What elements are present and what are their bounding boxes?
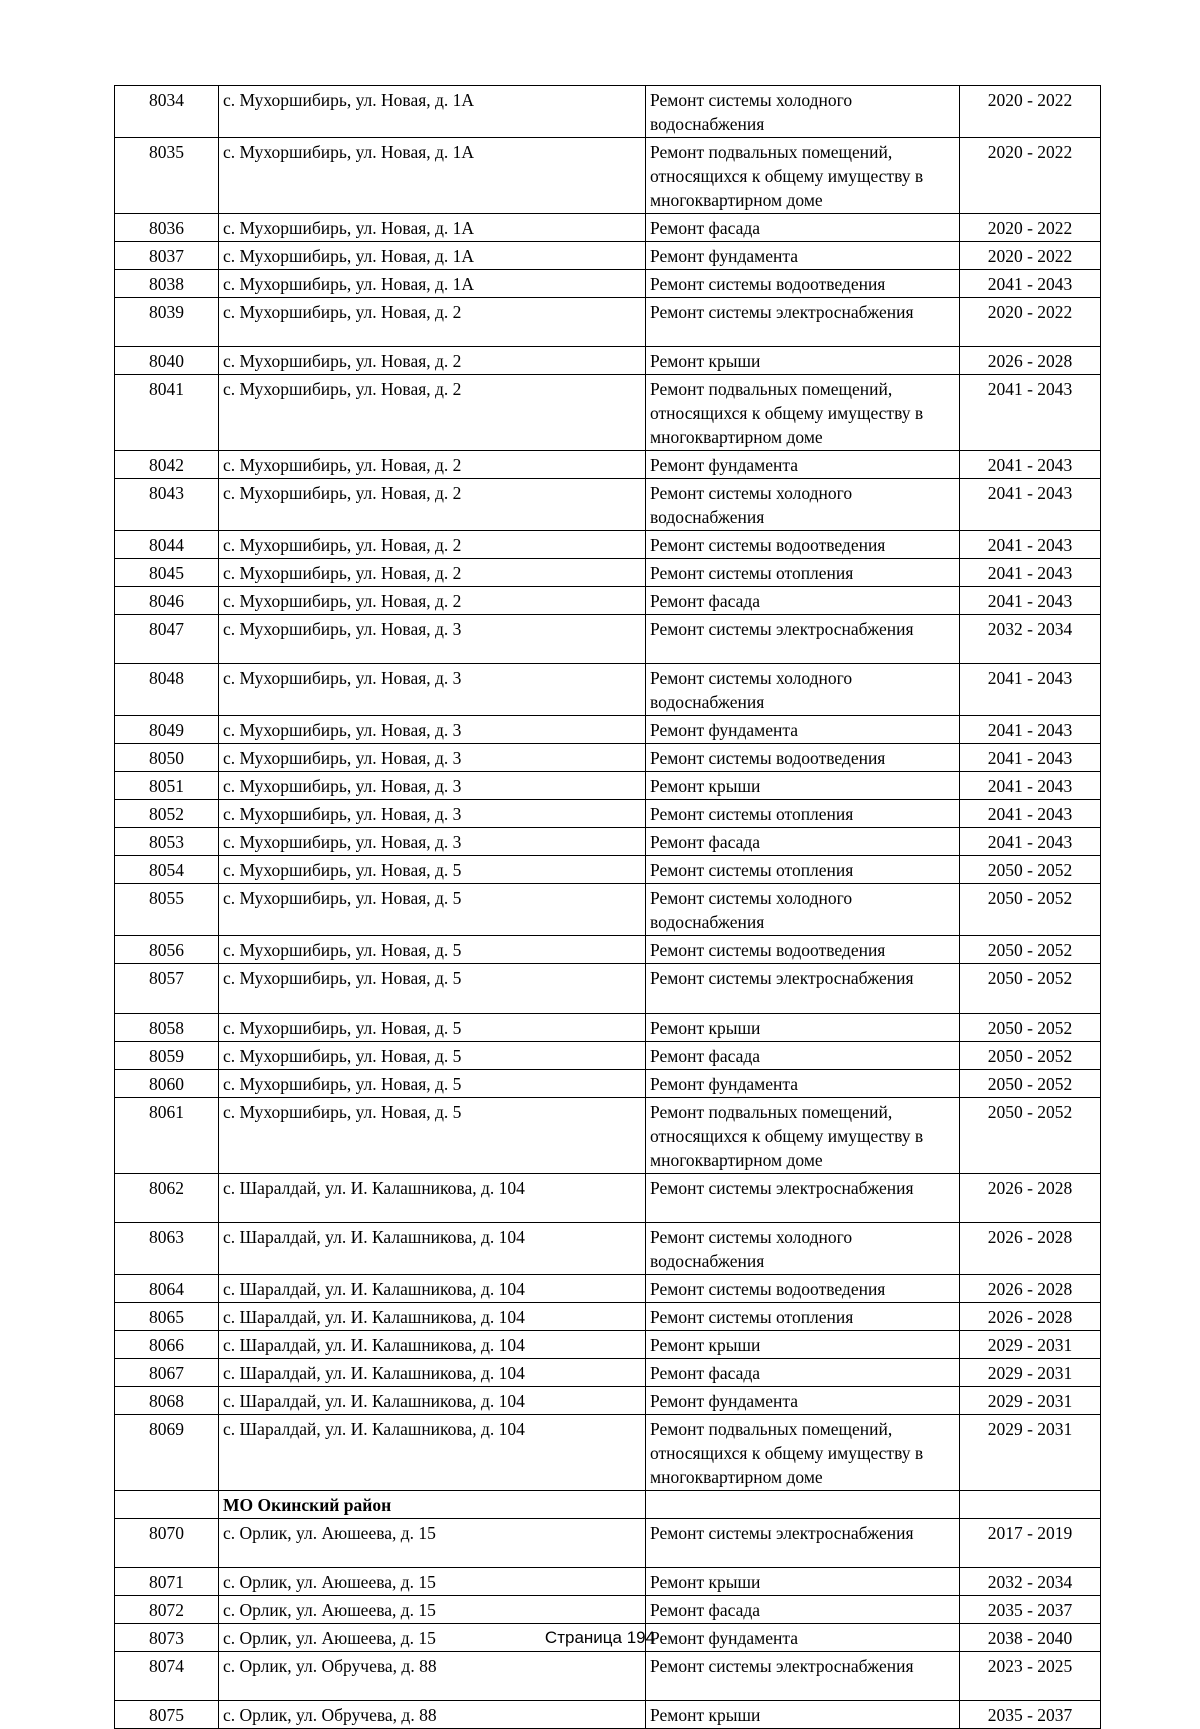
cell-work-type: Ремонт системы водоотведения (646, 744, 960, 772)
cell-address: с. Шаралдай, ул. И. Калашникова, д. 104 (219, 1173, 646, 1222)
cell-address: с. Орлик, ул. Аюшеева, д. 15 (219, 1518, 646, 1567)
cell-period: 2035 - 2037 (960, 1701, 1101, 1729)
table-row (115, 1386, 1101, 1414)
table-row (115, 964, 1101, 1013)
cell-address: с. Мухоршибирь, ул. Новая, д. 1А (219, 214, 646, 242)
cell-period: 2029 - 2031 (960, 1414, 1101, 1490)
cell-work-type: Ремонт подвальных помещений, относящихся к общему имуществу в многоквартирном доме (646, 375, 960, 451)
table-row (115, 936, 1101, 964)
cell-work-type: Ремонт крыши (646, 1567, 960, 1595)
cell-period: 2032 - 2034 (960, 615, 1101, 664)
cell-address: с. Мухоршибирь, ул. Новая, д. 3 (219, 800, 646, 828)
cell-period: 2023 - 2025 (960, 1651, 1101, 1700)
table-row (115, 531, 1101, 559)
cell-period: 2020 - 2022 (960, 86, 1101, 138)
cell-number: 8039 (115, 298, 219, 347)
cell-number: 8035 (115, 138, 219, 214)
cell-period: 2035 - 2037 (960, 1595, 1101, 1623)
table-row (115, 1414, 1101, 1490)
cell-number: 8075 (115, 1701, 219, 1729)
cell-number: 8049 (115, 716, 219, 744)
cell-work-type: Ремонт фасада (646, 214, 960, 242)
cell-work-type: Ремонт системы холодного водоснабжения (646, 664, 960, 716)
cell-work-type: Ремонт системы отопления (646, 1302, 960, 1330)
cell-number: 8063 (115, 1222, 219, 1274)
table-row (115, 800, 1101, 828)
cell-address: с. Мухоршибирь, ул. Новая, д. 3 (219, 828, 646, 856)
cell-work-type: Ремонт фундамента (646, 451, 960, 479)
cell-number: 8056 (115, 936, 219, 964)
cell-work-type: Ремонт фасада (646, 1358, 960, 1386)
table-row (115, 1173, 1101, 1222)
table-row (115, 214, 1101, 242)
cell-work-type: Ремонт системы электроснабжения (646, 298, 960, 347)
cell-address: с. Шаралдай, ул. И. Калашникова, д. 104 (219, 1302, 646, 1330)
table-row (115, 1358, 1101, 1386)
table-row (115, 1567, 1101, 1595)
cell-address: с. Мухоршибирь, ул. Новая, д. 1А (219, 242, 646, 270)
cell-number: 8067 (115, 1358, 219, 1386)
table-row (115, 1097, 1101, 1173)
cell-address: с. Мухоршибирь, ул. Новая, д. 5 (219, 936, 646, 964)
cell-address: с. Шаралдай, ул. И. Калашникова, д. 104 (219, 1386, 646, 1414)
cell-number: 8074 (115, 1651, 219, 1700)
cell-address: с. Орлик, ул. Обручева, д. 88 (219, 1701, 646, 1729)
cell-address: с. Мухоршибирь, ул. Новая, д. 5 (219, 884, 646, 936)
cell-period: 2041 - 2043 (960, 828, 1101, 856)
cell-address: с. Шаралдай, ул. И. Калашникова, д. 104 (219, 1358, 646, 1386)
table-row (115, 772, 1101, 800)
cell-work-type: Ремонт системы отопления (646, 559, 960, 587)
table-row (115, 1330, 1101, 1358)
cell-number: 8045 (115, 559, 219, 587)
cell-period: 2050 - 2052 (960, 884, 1101, 936)
cell-period: 2038 - 2040 (960, 1623, 1101, 1651)
cell-address: с. Мухоршибирь, ул. Новая, д. 5 (219, 964, 646, 1013)
cell-period: 2029 - 2031 (960, 1330, 1101, 1358)
cell-address: с. Мухоршибирь, ул. Новая, д. 2 (219, 479, 646, 531)
table-row (115, 298, 1101, 347)
table-row (115, 856, 1101, 884)
cell-period: 2041 - 2043 (960, 479, 1101, 531)
cell-number: 8066 (115, 1330, 219, 1358)
cell-address: с. Мухоршибирь, ул. Новая, д. 1А (219, 270, 646, 298)
cell-work-type: Ремонт системы электроснабжения (646, 1651, 960, 1700)
cell-work-type: Ремонт фундамента (646, 1623, 960, 1651)
table-row (115, 1013, 1101, 1041)
cell-number (115, 1490, 219, 1518)
cell-number: 8053 (115, 828, 219, 856)
cell-period: 2041 - 2043 (960, 375, 1101, 451)
cell-number: 8036 (115, 214, 219, 242)
cell-period: 2026 - 2028 (960, 1173, 1101, 1222)
cell-period: 2026 - 2028 (960, 1302, 1101, 1330)
cell-address: с. Мухоршибирь, ул. Новая, д. 1А (219, 138, 646, 214)
cell-work-type: Ремонт фундамента (646, 1069, 960, 1097)
cell-number: 8042 (115, 451, 219, 479)
table-row (115, 884, 1101, 936)
cell-work-type: Ремонт системы водоотведения (646, 1274, 960, 1302)
table-row (115, 828, 1101, 856)
section-row (115, 1490, 1101, 1518)
cell-work-type: Ремонт подвальных помещений, относящихся к общему имуществу в многоквартирном доме (646, 1414, 960, 1490)
cell-period: 2032 - 2034 (960, 1567, 1101, 1595)
cell-address: с. Орлик, ул. Аюшеева, д. 15 (219, 1623, 646, 1651)
cell-work-type: Ремонт подвальных помещений, относящихся к общему имуществу в многоквартирном доме (646, 138, 960, 214)
cell-address: с. Мухоршибирь, ул. Новая, д. 2 (219, 587, 646, 615)
table-row (115, 347, 1101, 375)
cell-number: 8034 (115, 86, 219, 138)
cell-work-type: Ремонт крыши (646, 1701, 960, 1729)
cell-work-type: Ремонт фасада (646, 1595, 960, 1623)
table-row (115, 1701, 1101, 1729)
cell-work-type: Ремонт системы электроснабжения (646, 1173, 960, 1222)
cell-work-type: Ремонт системы электроснабжения (646, 1518, 960, 1567)
cell-period: 2050 - 2052 (960, 856, 1101, 884)
cell-work-type: Ремонт системы электроснабжения (646, 615, 960, 664)
table-row (115, 559, 1101, 587)
cell-number: 8062 (115, 1173, 219, 1222)
cell-address: с. Мухоршибирь, ул. Новая, д. 5 (219, 856, 646, 884)
cell-period: 2041 - 2043 (960, 744, 1101, 772)
cell-address: с. Мухоршибирь, ул. Новая, д. 2 (219, 298, 646, 347)
cell-work-type: Ремонт системы водоотведения (646, 531, 960, 559)
cell-address: с. Мухоршибирь, ул. Новая, д. 2 (219, 559, 646, 587)
cell-period: 2020 - 2022 (960, 242, 1101, 270)
cell-number: 8061 (115, 1097, 219, 1173)
cell-address: с. Мухоршибирь, ул. Новая, д. 3 (219, 615, 646, 664)
table-row (115, 1595, 1101, 1623)
cell-period: 2041 - 2043 (960, 800, 1101, 828)
cell-address: с. Мухоршибирь, ул. Новая, д. 2 (219, 451, 646, 479)
cell-period: 2026 - 2028 (960, 1274, 1101, 1302)
cell-work-type: Ремонт системы водоотведения (646, 270, 960, 298)
cell-address: с. Мухоршибирь, ул. Новая, д. 2 (219, 347, 646, 375)
cell-address: с. Мухоршибирь, ул. Новая, д. 3 (219, 716, 646, 744)
cell-work-type: Ремонт крыши (646, 1330, 960, 1358)
table-row (115, 664, 1101, 716)
cell-work-type: Ремонт системы холодного водоснабжения (646, 884, 960, 936)
cell-period: 2041 - 2043 (960, 587, 1101, 615)
cell-address: с. Мухоршибирь, ул. Новая, д. 5 (219, 1097, 646, 1173)
cell-number: 8054 (115, 856, 219, 884)
cell-number: 8070 (115, 1518, 219, 1567)
table-row (115, 744, 1101, 772)
table-row (115, 1069, 1101, 1097)
cell-number: 8064 (115, 1274, 219, 1302)
cell-number: 8057 (115, 964, 219, 1013)
table-row (115, 1222, 1101, 1274)
cell-period: 2050 - 2052 (960, 1097, 1101, 1173)
table-row (115, 86, 1101, 138)
cell-number: 8055 (115, 884, 219, 936)
table-row (115, 1274, 1101, 1302)
cell-address: с. Мухоршибирь, ул. Новая, д. 3 (219, 772, 646, 800)
cell-address: с. Шаралдай, ул. И. Калашникова, д. 104 (219, 1414, 646, 1490)
cell-work-type: Ремонт подвальных помещений, относящихся к общему имуществу в многоквартирном доме (646, 1097, 960, 1173)
cell-period: 2029 - 2031 (960, 1358, 1101, 1386)
cell-address: с. Мухоршибирь, ул. Новая, д. 5 (219, 1069, 646, 1097)
cell-work-type: Ремонт системы холодного водоснабжения (646, 1222, 960, 1274)
cell-number: 8041 (115, 375, 219, 451)
cell-address: с. Шаралдай, ул. И. Калашникова, д. 104 (219, 1274, 646, 1302)
cell-number: 8044 (115, 531, 219, 559)
cell-period: 2050 - 2052 (960, 1069, 1101, 1097)
cell-number: 8072 (115, 1595, 219, 1623)
cell-work-type: Ремонт системы отопления (646, 800, 960, 828)
cell-number: 8050 (115, 744, 219, 772)
cell-period: 2050 - 2052 (960, 1013, 1101, 1041)
cell-number: 8038 (115, 270, 219, 298)
cell-work-type: Ремонт фундамента (646, 1386, 960, 1414)
cell-address: с. Мухоршибирь, ул. Новая, д. 1А (219, 86, 646, 138)
cell-work-type: Ремонт фасада (646, 1041, 960, 1069)
cell-number: 8065 (115, 1302, 219, 1330)
table-row (115, 270, 1101, 298)
cell-address: с. Шаралдай, ул. И. Калашникова, д. 104 (219, 1222, 646, 1274)
cell-period: 2020 - 2022 (960, 138, 1101, 214)
cell-number: 8037 (115, 242, 219, 270)
cell-period: 2050 - 2052 (960, 1041, 1101, 1069)
cell-address: с. Мухоршибирь, ул. Новая, д. 3 (219, 744, 646, 772)
cell-period: 2041 - 2043 (960, 451, 1101, 479)
cell-number: 8060 (115, 1069, 219, 1097)
cell-period: 2020 - 2022 (960, 298, 1101, 347)
table-row (115, 138, 1101, 214)
cell-period: 2041 - 2043 (960, 664, 1101, 716)
table-row (115, 587, 1101, 615)
cell-number: 8071 (115, 1567, 219, 1595)
table-row (115, 615, 1101, 664)
cell-address: с. Шаралдай, ул. И. Калашникова, д. 104 (219, 1330, 646, 1358)
table-row (115, 1651, 1101, 1700)
cell-period: 2041 - 2043 (960, 270, 1101, 298)
cell-work-type: Ремонт фасада (646, 587, 960, 615)
cell-number: 8046 (115, 587, 219, 615)
cell-number: 8058 (115, 1013, 219, 1041)
table-row (115, 1041, 1101, 1069)
cell-number: 8073 (115, 1623, 219, 1651)
cell-period: 2041 - 2043 (960, 772, 1101, 800)
repair-schedule-table (114, 85, 1101, 1729)
cell-number: 8068 (115, 1386, 219, 1414)
cell-work-type: Ремонт фундамента (646, 716, 960, 744)
cell-period: 2050 - 2052 (960, 964, 1101, 1013)
table-row (115, 451, 1101, 479)
cell-address: с. Орлик, ул. Аюшеева, д. 15 (219, 1595, 646, 1623)
cell-period: 2026 - 2028 (960, 347, 1101, 375)
cell-number: 8047 (115, 615, 219, 664)
cell-period: 2041 - 2043 (960, 559, 1101, 587)
cell-period: 2041 - 2043 (960, 716, 1101, 744)
cell-address: с. Мухоршибирь, ул. Новая, д. 2 (219, 375, 646, 451)
table-row (115, 1518, 1101, 1567)
cell-work-type: Ремонт системы холодного водоснабжения (646, 86, 960, 138)
table-body (115, 86, 1101, 1729)
cell-number: 8048 (115, 664, 219, 716)
cell-number: 8059 (115, 1041, 219, 1069)
cell-address: с. Мухоршибирь, ул. Новая, д. 2 (219, 531, 646, 559)
cell-address: с. Орлик, ул. Обручева, д. 88 (219, 1651, 646, 1700)
cell-work-type: Ремонт системы холодного водоснабжения (646, 479, 960, 531)
cell-number: 8051 (115, 772, 219, 800)
table-row (115, 1302, 1101, 1330)
cell-work-type: Ремонт системы отопления (646, 856, 960, 884)
cell-work-type (646, 1490, 960, 1518)
cell-period: 2041 - 2043 (960, 531, 1101, 559)
cell-period: 2050 - 2052 (960, 936, 1101, 964)
cell-work-type: Ремонт крыши (646, 772, 960, 800)
page-number: Страница 194 (544, 1628, 656, 1647)
cell-work-type: Ремонт крыши (646, 347, 960, 375)
cell-period: 2020 - 2022 (960, 214, 1101, 242)
cell-number: 8040 (115, 347, 219, 375)
cell-address: МО Окинский район (219, 1490, 646, 1518)
table-row (115, 242, 1101, 270)
cell-address: с. Мухоршибирь, ул. Новая, д. 5 (219, 1013, 646, 1041)
cell-period: 2029 - 2031 (960, 1386, 1101, 1414)
cell-address: с. Орлик, ул. Аюшеева, д. 15 (219, 1567, 646, 1595)
table-row (115, 479, 1101, 531)
cell-period: 2017 - 2019 (960, 1518, 1101, 1567)
cell-work-type: Ремонт фасада (646, 828, 960, 856)
cell-address: с. Мухоршибирь, ул. Новая, д. 5 (219, 1041, 646, 1069)
cell-work-type: Ремонт системы водоотведения (646, 936, 960, 964)
cell-work-type: Ремонт фундамента (646, 242, 960, 270)
table-row (115, 716, 1101, 744)
cell-period: 2026 - 2028 (960, 1222, 1101, 1274)
cell-number: 8043 (115, 479, 219, 531)
cell-address: с. Мухоршибирь, ул. Новая, д. 3 (219, 664, 646, 716)
cell-period (960, 1490, 1101, 1518)
cell-work-type: Ремонт системы электроснабжения (646, 964, 960, 1013)
cell-number: 8069 (115, 1414, 219, 1490)
cell-work-type: Ремонт крыши (646, 1013, 960, 1041)
cell-number: 8052 (115, 800, 219, 828)
table-row (115, 375, 1101, 451)
